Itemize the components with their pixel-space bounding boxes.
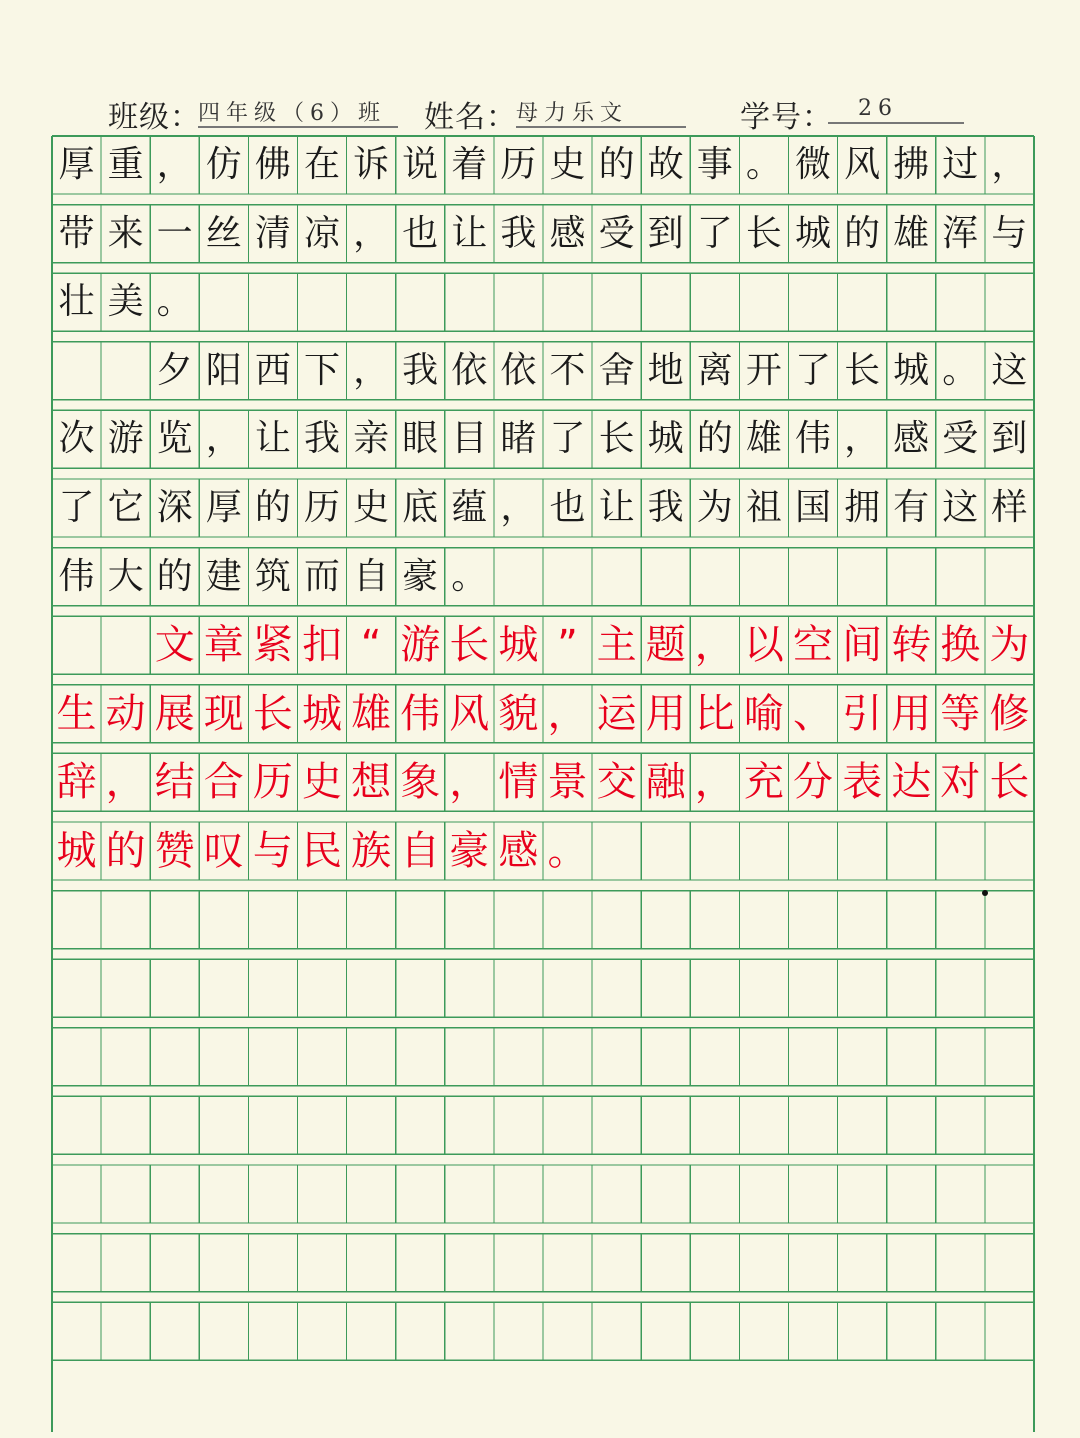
essay-char: 它 — [107, 487, 144, 528]
essay-char: 厚 — [205, 487, 242, 528]
essay-char: 。 — [156, 281, 193, 323]
essay-char: 感 — [893, 418, 930, 460]
essay-char: 说 — [402, 144, 439, 185]
essay-char: 了 — [696, 212, 733, 254]
essay-char: 让 — [451, 212, 488, 254]
comment-char: 的 — [105, 828, 146, 874]
comment-char: 游 — [400, 622, 441, 669]
essay-char: 也 — [402, 212, 439, 254]
essay-char: ， — [991, 144, 1028, 185]
essay-char: 的 — [598, 144, 635, 185]
comment-char: 城 — [498, 622, 539, 669]
comment-char: 结 — [154, 759, 195, 806]
essay-char: 壮 — [58, 281, 95, 323]
essay-char: 下 — [303, 349, 340, 391]
comment-char: 雄 — [351, 690, 392, 737]
essay-char: 伟 — [58, 555, 95, 597]
essay-char: 重 — [107, 144, 144, 185]
essay-char: 眼 — [402, 418, 439, 460]
essay-char: 感 — [549, 212, 586, 254]
essay-char: 美 — [107, 281, 144, 323]
essay-char: 的 — [844, 212, 881, 254]
essay-char: 游 — [107, 418, 144, 460]
essay-char: 亲 — [353, 418, 390, 460]
comment-char: “ — [360, 622, 382, 669]
comment-char: 运 — [596, 690, 637, 737]
essay-char: 拥 — [844, 487, 881, 528]
essay-char: 与 — [991, 212, 1028, 254]
comment-char: 主 — [596, 622, 637, 669]
essay-char: 诉 — [353, 144, 390, 185]
essay-char: 地 — [647, 349, 684, 391]
essay-char: 也 — [549, 487, 586, 528]
comment-char: 长 — [449, 622, 490, 669]
essay-char — [101, 342, 150, 400]
comment-char: 感 — [498, 828, 539, 874]
comment-char: 民 — [302, 828, 342, 874]
comment-char: 赞 — [154, 828, 195, 874]
comment-char: 分 — [793, 759, 833, 806]
comment-char: 。 — [547, 828, 588, 874]
essay-char: 西 — [254, 349, 291, 391]
comment-char: 修 — [989, 690, 1030, 737]
essay-char: 故 — [647, 144, 684, 185]
essay-char: 浑 — [942, 212, 979, 254]
essay-char: 这 — [991, 349, 1028, 391]
comment-char: 合 — [203, 759, 244, 806]
essay-char: 长 — [598, 418, 635, 460]
essay-char: 国 — [794, 487, 831, 528]
essay-char: 过 — [942, 144, 979, 185]
essay-char: 深 — [156, 487, 193, 528]
essay-char: 佛 — [254, 144, 291, 185]
comment-char: 城 — [56, 828, 97, 874]
essay-char: 依 — [500, 349, 537, 391]
comment-char: 间 — [842, 622, 883, 669]
essay-char: 大 — [107, 555, 144, 597]
essay-char: 在 — [303, 144, 340, 185]
essay-char: 让 — [598, 487, 635, 528]
name-label: 姓名： — [424, 100, 517, 135]
comment-char: 展 — [154, 690, 195, 737]
essay-char: 我 — [303, 418, 340, 460]
essay-char: 蕴 — [451, 487, 488, 528]
comment-char: 章 — [203, 622, 244, 669]
essay-char: 到 — [991, 418, 1028, 460]
comment-char: 用 — [891, 690, 932, 737]
essay-char: 了 — [58, 487, 95, 528]
essay-char: ， — [205, 418, 242, 460]
essay-char: 睹 — [500, 418, 537, 460]
essay-char: 我 — [647, 487, 684, 528]
comment-char: 用 — [645, 690, 686, 737]
comment-char: 紧 — [252, 622, 293, 669]
comment-char: 现 — [203, 690, 244, 737]
essay-char: 为 — [696, 487, 733, 528]
comment-char: ” — [557, 622, 578, 669]
essay-char: 风 — [844, 144, 881, 185]
comment-char: ， — [694, 759, 735, 806]
essay-char: 让 — [254, 418, 291, 460]
essay-char: 开 — [745, 349, 782, 391]
essay-char: 。 — [942, 349, 979, 391]
essay-char: 微 — [794, 144, 831, 185]
comment-char: 景 — [547, 759, 588, 806]
student-id-label: 学号： — [740, 100, 833, 135]
essay-char: 带 — [58, 212, 95, 254]
comment-char: 貌 — [498, 690, 539, 737]
essay-char: 受 — [598, 212, 635, 254]
comment-char: 与 — [252, 828, 293, 874]
essay-char: 豪 — [402, 555, 439, 597]
comment-char: 象 — [400, 759, 441, 806]
essay-char: 依 — [451, 349, 488, 391]
comment-char: 以 — [743, 622, 784, 669]
essay-char: ， — [353, 349, 390, 391]
comment-char: 生 — [56, 690, 97, 737]
essay-char: 这 — [942, 487, 979, 528]
essay-char: 建 — [205, 555, 242, 597]
comment-char — [52, 616, 101, 674]
essay-char: 舍 — [598, 349, 635, 391]
essay-char: 目 — [451, 418, 488, 460]
essay-char: ， — [844, 418, 881, 460]
comment-char: ， — [547, 690, 588, 737]
name-value: 母力乐文 — [516, 96, 686, 128]
essay-char: 览 — [156, 418, 193, 460]
essay-char: 城 — [647, 418, 684, 460]
essay-char: 我 — [500, 212, 537, 254]
comment-char: 文 — [154, 622, 195, 669]
essay-char: 底 — [402, 487, 439, 528]
essay-char: 不 — [549, 349, 586, 391]
essay-char: 拂 — [893, 144, 930, 185]
essay-char: 清 — [254, 212, 291, 254]
comment-char: 换 — [940, 622, 981, 669]
essay-char: 了 — [549, 418, 586, 460]
essay-char: 伟 — [794, 418, 831, 460]
essay-char: 到 — [647, 212, 684, 254]
student-id-value: 26 — [828, 96, 964, 124]
comment-char: 族 — [351, 828, 392, 874]
comment-char: ， — [694, 622, 735, 669]
comment-char: 题 — [645, 622, 686, 669]
comment-char: 为 — [989, 622, 1030, 669]
comment-char: 等 — [940, 690, 981, 737]
essay-char: 的 — [156, 555, 193, 597]
essay-char: 样 — [991, 487, 1028, 528]
essay-char: 有 — [893, 487, 930, 528]
comment-char: 城 — [302, 690, 342, 737]
comment-char: 空 — [793, 622, 833, 669]
comment-char: 融 — [645, 759, 686, 806]
comment-char: 对 — [940, 759, 981, 806]
essay-char: 自 — [353, 555, 390, 597]
essay-char: 凉 — [303, 212, 340, 254]
comment-char: 喻 — [743, 690, 784, 737]
essay-char: 我 — [402, 349, 439, 391]
essay-char: 历 — [303, 487, 340, 528]
essay-char — [52, 342, 101, 400]
essay-char: 厚 — [58, 144, 95, 185]
essay-char: 史 — [353, 487, 390, 528]
essay-char: 的 — [696, 418, 733, 460]
essay-char: 了 — [794, 349, 831, 391]
class-value: 四年级（6）班 — [198, 96, 398, 128]
comment-char: 动 — [105, 690, 146, 737]
comment-char: 达 — [891, 759, 932, 806]
essay-char: 事 — [696, 144, 733, 185]
essay-char: 雄 — [745, 418, 782, 460]
essay-char: 的 — [254, 487, 291, 528]
comment-char: 豪 — [449, 828, 490, 874]
essay-char: ， — [156, 144, 193, 185]
essay-char: 历 — [500, 144, 537, 185]
essay-char: 受 — [942, 418, 979, 460]
comment-char: 伟 — [400, 690, 441, 737]
essay-char: 仿 — [205, 144, 242, 185]
essay-char: 城 — [794, 212, 831, 254]
essay-char: 。 — [451, 555, 488, 597]
comment-char: 、 — [793, 690, 833, 737]
essay-char: 着 — [451, 144, 488, 185]
comment-char: 引 — [842, 690, 883, 737]
comment-char: 长 — [252, 690, 293, 737]
comment-char: 转 — [891, 622, 932, 669]
comment-char: 史 — [302, 759, 342, 806]
comment-char: 叹 — [203, 828, 244, 874]
essay-char: 来 — [107, 212, 144, 254]
essay-char: 筑 — [254, 555, 291, 597]
comment-char — [101, 616, 150, 674]
class-label: 班级： — [108, 100, 201, 135]
essay-char: 。 — [745, 144, 782, 185]
essay-char: 长 — [844, 349, 881, 391]
comment-char: 扣 — [302, 622, 342, 669]
comment-char: 比 — [694, 690, 735, 737]
ink-dot — [982, 890, 988, 896]
essay-char: 长 — [745, 212, 782, 254]
comment-char: 辞 — [56, 759, 97, 806]
essay-char: 阳 — [205, 349, 242, 391]
essay-char: 雄 — [893, 212, 930, 254]
comment-char: 想 — [351, 759, 392, 806]
essay-char: 丝 — [205, 212, 242, 254]
essay-char: 夕 — [156, 349, 193, 391]
essay-char: 史 — [549, 144, 586, 185]
comment-char: 长 — [989, 759, 1030, 806]
comment-char: 交 — [596, 759, 637, 806]
essay-char: 而 — [303, 555, 340, 597]
comment-char: ， — [449, 759, 490, 806]
comment-char: 自 — [400, 828, 441, 874]
essay-char: 一 — [156, 212, 193, 254]
comment-char: 充 — [743, 759, 784, 806]
comment-char: 历 — [252, 759, 293, 806]
essay-char: 次 — [58, 418, 95, 460]
essay-char: 祖 — [745, 487, 782, 528]
essay-char: 离 — [696, 349, 733, 391]
essay-char: ， — [353, 212, 390, 254]
comment-char: 情 — [498, 759, 539, 806]
comment-char: 风 — [449, 690, 490, 737]
comment-char: ， — [105, 759, 146, 806]
comment-char: 表 — [842, 759, 883, 806]
essay-char: ， — [500, 487, 537, 528]
essay-char: 城 — [893, 349, 930, 391]
